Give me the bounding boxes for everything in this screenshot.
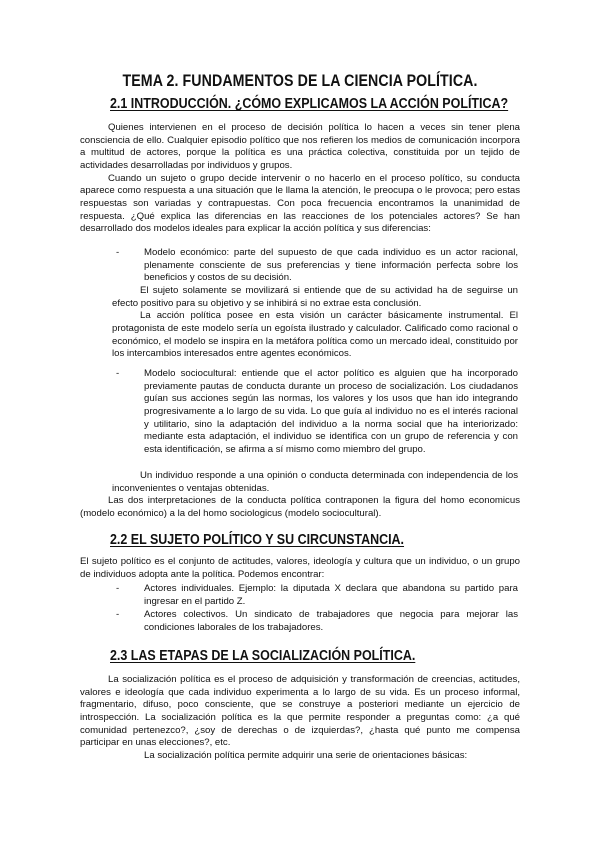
section-heading-etapas-socializacion: 2.3 LAS ETAPAS DE LA SOCIALIZACIÓN POLÍTICA. [110,648,416,664]
list-item-modelo-sociocultural [116,368,518,457]
document-title: TEMA 2. FUNDAMENTOS DE LA CIENCIA POLÍTICA. [122,72,478,90]
section-3-body [80,674,520,763]
list-item-actores-colectivos [116,609,518,634]
bullet-dash: - [116,247,120,258]
paragraph: Las dos interpretaciones de la conducta política contraponen la figura del homo economicus (modelo económico) a la del homo sociologicus (modelo sociocultural). [80,495,520,519]
paragraph: Cuando un sujeto o grupo decide intervenir o no hacerlo en el proceso político, su conducta aparece como respuesta a una situación que le llama la atención, le preocupa o le provoca; pero estas respuestas son variadas y contrapuestas. Con poca frecuencia encontramos la unanimidad de respuesta. ¿Qué explica las diferencias en las reacciones de los potenciales actores? Se han desarrollado dos modelos ideales para explicar la acción política y sus diferencias: [80,172,520,235]
paragraph: Quienes intervienen en el proceso de decisión política lo hacen a veces sin tener plena consciencia de ello. Cualquier episodio político que nos refieren los medios de comunicación incorpora a multitud de actores, porque la política es una práctica colectiva, constituida por un tejido de actividades desarrolladas por individuos y grupos. [80,122,520,171]
paragraph: El sujeto solamente se movilizará si entiende que de su actividad ha de seguirse un efecto positivo para su objetivo y se inhibirá si no extrae esta conclusión. [112,285,518,309]
section-heading-introduccion: 2.1 INTRODUCCIÓN. ¿CÓMO EXPLICAMOS LA ACCIÓN POLÍTICA? [110,96,509,112]
bullet-dash: - [116,583,120,594]
paragraph: Modelo económico: parte del supuesto de que cada individuo es un actor racional, plenamente consciente de sus preferencias y tiene información perfecta sobre los beneficios y costos de su decisión. [144,247,518,284]
paragraph: La socialización política es el proceso de adquisición y transformación de creencias, actitudes, valores e ideología que cada individuo experimenta a lo largo de su vida. Es un proceso informal, fragmentario, difuso, poco consciente, que se construye a posteriori mediante un ejercicio de introspección. La socialización política es la que permite responder a preguntas como: ¿a qué comunidad pertenezco?, ¿soy de derechas o de izquierdas?, ¿hasta qué punto me compensa participar en unas elecciones?, etc. [80,674,520,749]
list-item-modelo-economico [116,247,518,285]
section-heading-sujeto-politico: 2.2 EL SUJETO POLÍTICO Y SU CIRCUNSTANCIA. [110,532,405,548]
section-1-conclusion [80,495,520,520]
paragraph: Modelo sociocultural: entiende que el actor político es alguien que ha incorporado previamente pautas de conducta durante un proceso de socialización. Los ciudadanos guían sus acciones según las normas, los valores y los usos que han ido integrando progresivamente a lo largo de su vida. Lo que guía al individuo no es el interés racional y utilitario, sino la adaptación del individuo a la norma social que ha interiorizado: mediante esta adaptación, el individuo se identifica con un grupo de referencia y con esta identificación, se afirma a sí mismo como miembro del grupo. [144,368,518,455]
list-item-continuation [112,470,518,495]
list-item-actores-individuales [116,583,518,608]
paragraph: Actores individuales. Ejemplo: la diputada X declara que abandona su partido para ingresar en el partido Z. [144,583,518,607]
list-item-continuation [112,285,518,361]
section-1-intro [80,122,520,236]
paragraph: La acción política posee en esta visión un carácter básicamente instrumental. El protagonista de este modelo sería un egoísta ilustrado y calculador. Calificado como racional o económico, el modelo se inspira en la metáfora política como un mercado ideal, constituido por los intercambios interesados entre agentes económicos. [112,310,518,360]
paragraph: Actores colectivos. Un sindicato de trabajadores que negocia para mejorar las condiciones laborales de los trabajadores. [144,609,518,633]
bullet-dash: - [116,368,120,379]
paragraph: Un individuo responde a una opinión o conducta determinada con independencia de los inconvenientes o ventajas obtenidas. [112,470,518,494]
bullet-dash: - [116,609,120,620]
section-2-intro [80,556,520,581]
paragraph: La socialización política permite adquirir una serie de orientaciones básicas: [144,749,468,761]
paragraph: El sujeto político es el conjunto de actitudes, valores, ideología y cultura que un individuo, o un grupo de individuos adopta ante la política. Podemos encontrar: [80,556,520,580]
